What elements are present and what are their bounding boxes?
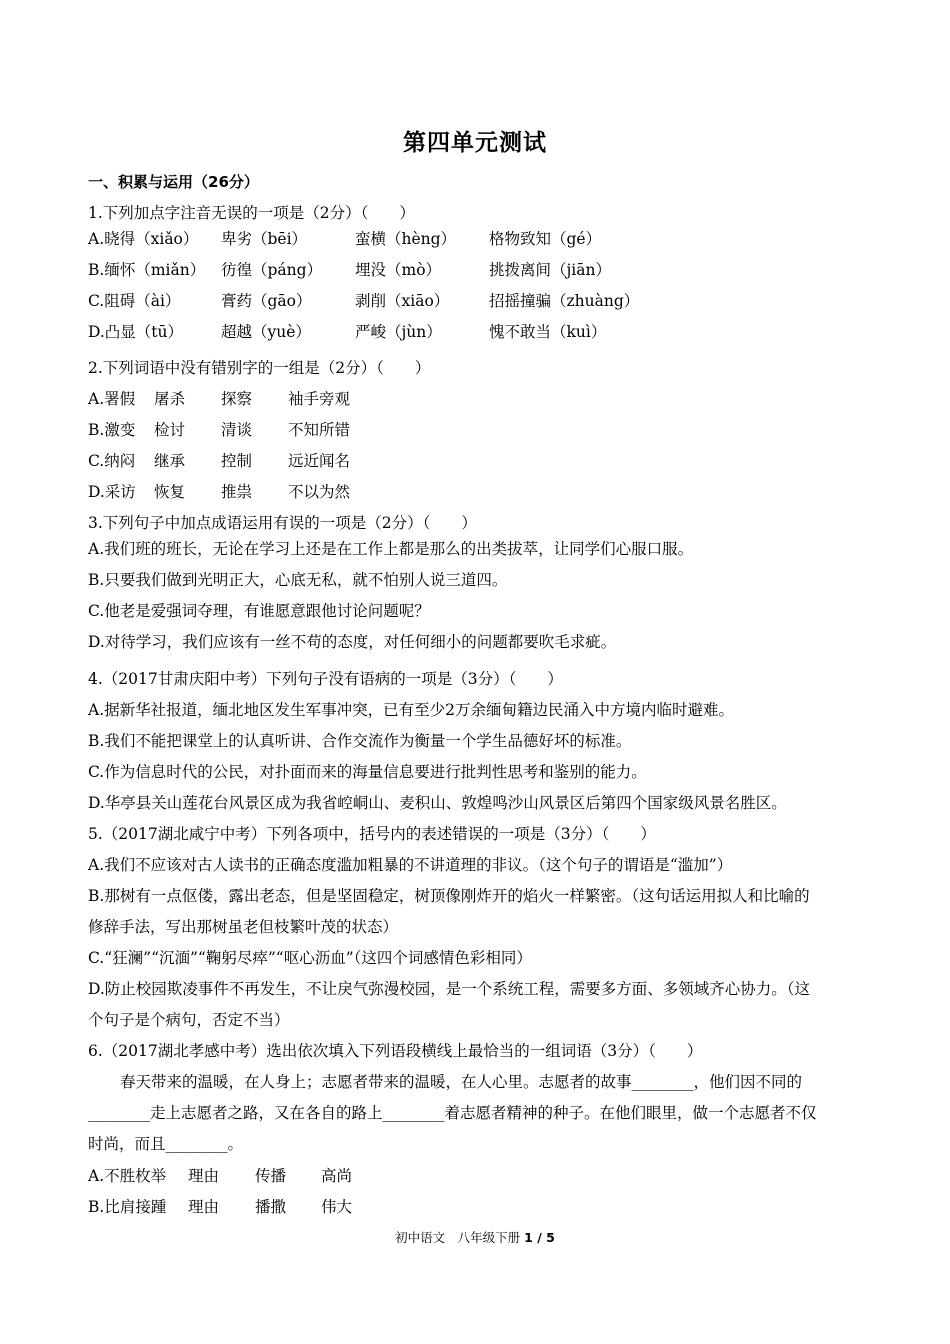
question-2-stem: 2.下列词语中没有错别字的一组是（2分）（ ） [88, 359, 431, 377]
question-3-option-a: A.我们班的班长，无论在学习上还是在工作上都是那么的出类拔萃，让同学们心服口服。 [88, 540, 694, 558]
question-6-stem: 6.（2017湖北孝感中考）选出依次填入下列语段横线上最恰当的一组词语（3分）（ ） [88, 1042, 703, 1060]
option-cell: B.比肩接踵 [88, 1198, 167, 1216]
option-cell: 高尚 [321, 1167, 353, 1185]
question-5-option-a: A.我们不应该对古人读书的正确态度滥加粗暴的不讲道理的非议。（这个句子的谓语是“滥加”） [88, 856, 733, 874]
option-cell: 招摇撞骗（zhuàng） [489, 292, 640, 310]
option-cell: C.阻碍（ài） [88, 292, 181, 310]
option-cell: 蛮横（hèng） [355, 230, 457, 248]
question-3-option-d: D.对待学习，我们应该有一丝不苟的态度，对任何细小的问题都要吹毛求疵。 [88, 633, 617, 651]
footer-text: 初中语文 八年级下册 [395, 1230, 521, 1245]
option-cell: 屠杀 [154, 390, 186, 408]
question-5-option-b-cont: 修辞手法，写出那树虽老但枝繁叶茂的状态） [88, 918, 399, 936]
option-cell: 严峻（jùn） [355, 323, 442, 341]
page-footer [0, 1228, 950, 1246]
page-number: 1 / 5 [524, 1230, 555, 1245]
section-heading: 一、积累与运用（26分） [88, 173, 259, 191]
question-6-passage-line: 春天带来的温暖，在人身上；志愿者带来的温暖，在人心里。志愿者的故事________，他们因不同的 [120, 1073, 803, 1091]
question-5-option-d: D.防止校园欺凌事件不再发生，不让戾气弥漫校园，是一个系统工程，需要多方面、多领域齐心协力。（这 [88, 980, 811, 998]
option-cell: 不知所错 [288, 421, 351, 439]
option-cell: 剥削（xiāo） [355, 292, 450, 310]
option-cell: 传播 [255, 1167, 287, 1185]
option-cell: 埋没（mò） [355, 261, 442, 279]
question-3-option-c: C.他老是爱强词夺理，有谁愿意跟他讨论问题呢？ [88, 602, 430, 620]
option-cell: B.激变 [88, 421, 136, 439]
option-cell: 检讨 [154, 421, 186, 439]
option-cell: B.缅怀（miǎn） [88, 261, 206, 279]
question-4-option-c: C.作为信息时代的公民，对扑面而来的海量信息要进行批判性思考和鉴别的能力。 [88, 763, 647, 781]
question-3-option-b: B.只要我们做到光明正大，心底无私，就不怕别人说三道四。 [88, 571, 508, 589]
question-6-passage-line: 时尚，而且________。 [88, 1135, 244, 1153]
option-cell: 控制 [221, 452, 253, 470]
option-cell: 挑拨离间（jiān） [489, 261, 611, 279]
question-4-stem: 4.（2017甘肃庆阳中考）下列句子没有语病的一项是（3分）（ ） [88, 670, 563, 688]
question-5-option-c: C.“狂澜”“沉湎”“鞠躬尽瘁”“呕心沥血”（这四个词感情色彩相同） [88, 949, 532, 967]
question-5-option-d-cont: 个句子是个病句，否定不当） [88, 1011, 290, 1029]
option-cell: 恢复 [154, 483, 186, 501]
option-cell: 格物致知（gé） [489, 230, 602, 248]
option-cell: 膏药（gāo） [221, 292, 312, 310]
question-6-passage-line: ________走上志愿者之路，又在各自的路上________着志愿者精神的种子。在他们眼里，做一个志愿者不仅 [88, 1104, 817, 1122]
option-cell: 愧不敢当（kuì） [489, 323, 607, 341]
question-1-stem: 1.下列加点字注音无误的一项是（2分）（ ） [88, 204, 415, 222]
option-cell: 理由 [188, 1167, 220, 1185]
option-cell: 远近闻名 [288, 452, 351, 470]
option-cell: 探察 [221, 390, 253, 408]
question-5-option-b: B.那树有一点伛偻，露出老态，但是坚固稳定，树顶像刚炸开的焰火一样繁密。（这句话运用拟人和比喻的 [88, 887, 810, 905]
question-3-stem: 3.下列句子中加点成语运用有误的一项是（2分）（ ） [88, 514, 477, 532]
option-cell: A.不胜枚举 [88, 1167, 167, 1185]
option-cell: D.凸显（tū） [88, 323, 184, 341]
option-cell: 超越（yuè） [221, 323, 311, 341]
option-cell: 清谈 [221, 421, 253, 439]
option-cell: 播撒 [255, 1198, 287, 1216]
option-cell: D.采访 [88, 483, 136, 501]
option-cell: A.晓得（xiǎo） [88, 230, 199, 248]
option-cell: 彷徨（páng） [221, 261, 323, 279]
option-cell: 袖手旁观 [288, 390, 351, 408]
question-4-option-d: D.华亭县关山莲花台风景区成为我省崆峒山、麦积山、敦煌鸣沙山风景区后第四个国家级风景名胜区。 [88, 794, 787, 812]
option-cell: 推祟 [221, 483, 253, 501]
page-title: 第四单元测试 [403, 130, 547, 156]
option-cell: A.署假 [88, 390, 136, 408]
option-cell: 不以为然 [288, 483, 351, 501]
option-cell: C.纳闷 [88, 452, 136, 470]
option-cell: 伟大 [321, 1198, 353, 1216]
question-4-option-b: B.我们不能把课堂上的认真听讲、合作交流作为衡量一个学生品德好坏的标准。 [88, 732, 632, 750]
option-cell: 理由 [188, 1198, 220, 1216]
option-cell: 继承 [154, 452, 186, 470]
question-4-option-a: A.据新华社报道，缅北地区发生军事冲突，已有至少2万余缅甸籍边民涌入中方境内临时避难。 [88, 701, 734, 719]
question-5-stem: 5.（2017湖北咸宁中考）下列各项中，括号内的表述错误的一项是（3分）（ ） [88, 825, 656, 843]
option-cell: 卑劣（bēi） [221, 230, 308, 248]
